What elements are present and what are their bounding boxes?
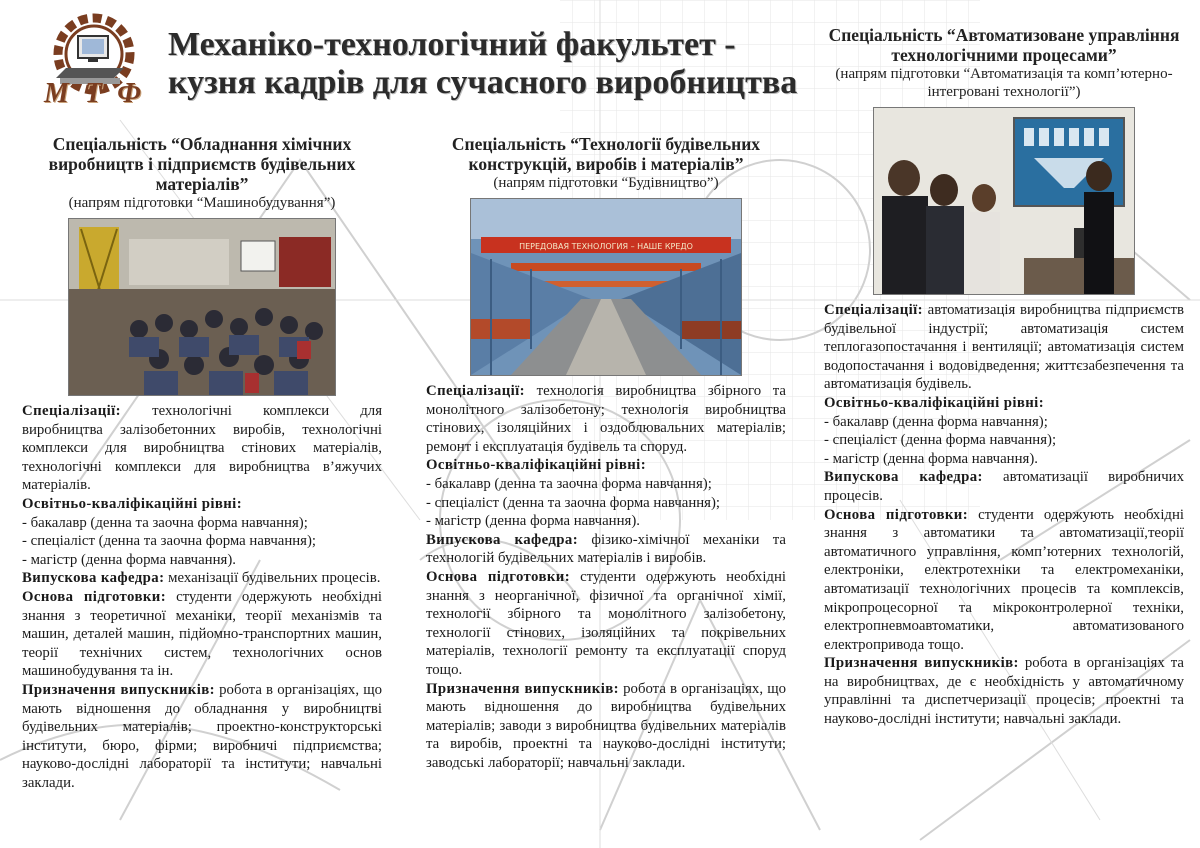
list-item: - спеціаліст (денна форма навчання); (824, 432, 1057, 449)
crane-banner-text: ПЕРЕДОВАЯ ТЕХНОЛОГИЯ – НАШЕ КРЕДО (519, 242, 693, 251)
levels-heading: Освітньо-кваліфікаційні рівні: (22, 495, 243, 512)
purpose-paragraph: Призначення випускників: робота в організаціях, що мають відношення до виробництва будівельних матеріалів; заводи з виробництва будівельних матеріалів та виробів, проектні та науково-дослідні інститути; заводські лабораторії; навчальні заклади. (426, 680, 786, 771)
list-item: - магістр (денна форма навчання). (22, 551, 236, 568)
direction-note: (напрям підготовки “Машинобудування”) (68, 195, 336, 211)
list-item: - спеціаліст (денна та заочна форма навчання); (22, 533, 317, 550)
specializations-text: технологічні комплекси для виробництва залізобетонних виробів, технологічні комплекси для виробництва стінових матеріалів, технологічні комплекси для виробництва в’яжучих матеріалів. (22, 403, 382, 494)
purpose-paragraph: Призначення випускників: робота в організаціях, що мають відношення до обладнання у виробництві будівельних матеріалів; проектно-конструкторські інститути, бюро, фірми; виробничі підприємства; науково-дослідні лабораторії та інститути; навчальні заклади. (22, 681, 382, 791)
direction-note: (напрям підготовки “Будівництво”) (493, 175, 719, 191)
page-title (168, 26, 828, 102)
specializations-paragraph: Спеціалізації: автоматизація виробництва підприємств будівельної індустрії; автоматизація систем теплогазопостачання і вентиляції; автоматизація систем водопостачання і водовідведення; життєзабезпечення та автоматизація будівель. (824, 302, 1184, 393)
logo-letters: МТФ (44, 78, 158, 109)
list-item: - бакалавр (денна та заочна форма навчання); (426, 475, 712, 492)
list-item: - магістр (денна форма навчання). (824, 450, 1038, 467)
training-paragraph: Основа підготовки: студенти одержують необхідні знання з автоматики та автоматизації,теорії автоматичного управління, комп’ютерних технологій, електроніки, електротехніки та електромеханіки, автоматизації технологічних процесів та комплексів, мікропроцесорної та мікроконтролерної техніки, електропневмоавтоматики, автоматизованого електропривода тощо. (824, 506, 1184, 653)
specializations-paragraph (22, 402, 382, 495)
factory-crane-photo (470, 198, 742, 376)
levels-heading: Освітньо-кваліфікаційні рівні: (426, 457, 647, 474)
department-paragraph: Випускова кафедра: фізико-хімічної механіки та технологій будівельних матеріалів і виробів. (426, 531, 786, 567)
specializations-label: Спеціалізації: (22, 403, 121, 419)
purpose-paragraph: Призначення випускників: робота в організаціях та на виробництвах, де є необхідність у автоматичному управлінні та диспетчеризації процесів; проектні та науково-дослідні інститути; навчальні заклади. (824, 655, 1184, 728)
levels-heading: Освітньо-кваліфікаційні рівні: (824, 394, 1045, 411)
specialty-heading: Спеціальність “Автоматизоване управління технологічними процесами” (828, 25, 1180, 65)
specializations-paragraph: Спеціалізації: технологія виробництва збірного та монолітного залізобетону; технологія виробництва стінових, ізоляційних і оздоблювальних матеріалів; ремонт і експлуатація будівель та споруд. (426, 383, 786, 455)
direction-note: (напрям підготовки “Автоматизація та комп’ютерно-інтегровані технології”) (835, 66, 1173, 100)
department-paragraph: Випускова кафедра: механізації будівельних процесів. (22, 570, 381, 587)
training-paragraph: Основа підготовки: студенти одержують необхідні знання з неорганічної, фізичної та органічної хімії, технології збірного та монолітного залізобетону, технології стінових, ізоляційних та покрівельних матеріалів, технології ремонту та експлуатації споруд тощо. (426, 568, 786, 678)
list-item: - бакалавр (денна та заочна форма навчання); (22, 514, 308, 531)
department-paragraph: Випускова кафедра: автоматизації виробничих процесів. (824, 469, 1184, 504)
list-item: - бакалавр (денна форма навчання); (824, 413, 1048, 430)
column-machinery (22, 134, 382, 792)
list-item: - спеціаліст (денна та заочна форма навчання); (426, 494, 721, 511)
column-automation (824, 25, 1184, 729)
list-item: - магістр (денна форма навчання). (426, 513, 640, 530)
automation-lab-photo (873, 107, 1135, 295)
specialty-heading: Спеціальність “Обладнання хімічних виробництв і підприємств будівельних матеріалів” (48, 134, 356, 194)
column-construction (426, 134, 786, 772)
title-line-1: Механіко-технологічний факультет - (168, 26, 736, 63)
training-paragraph: Основа підготовки: студенти одержують необхідні знання з теоретичної механіки, теорії механізмів та машин, деталей машин, підйомно-транспортних машин, теорії технічних систем, технологічних основ машинобудування та ін. (22, 588, 382, 680)
lecture-hall-photo (68, 218, 336, 396)
specialty-heading: Спеціальність “Технології будівельних конструкцій, виробів і матеріалів” (451, 134, 761, 174)
title-line-2: кузня кадрів для сучасного виробництва (168, 64, 798, 101)
